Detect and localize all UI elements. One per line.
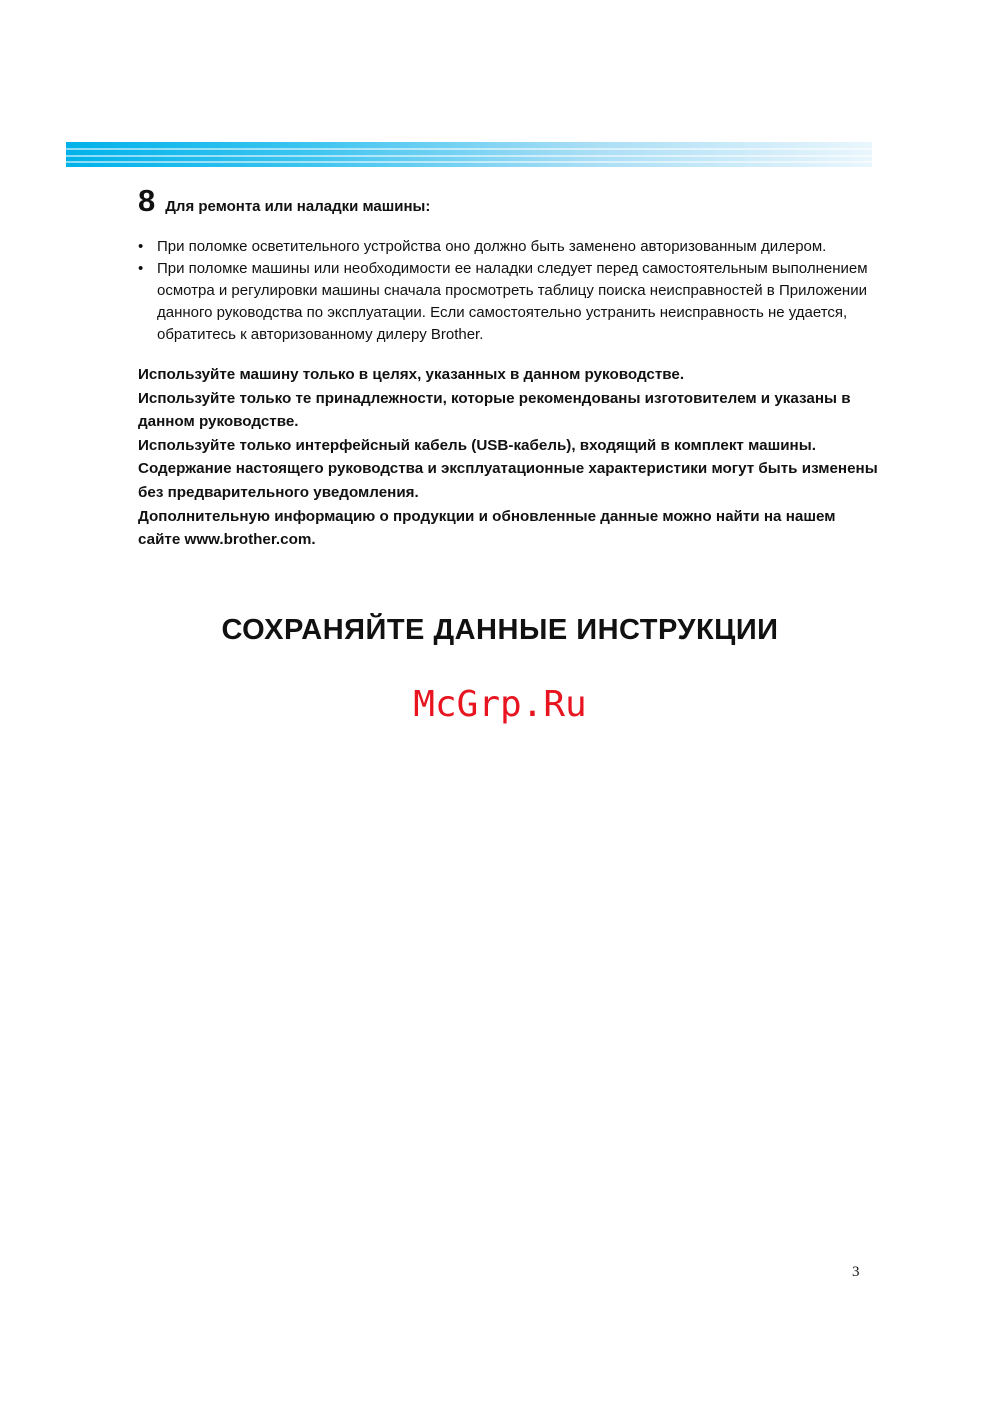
list-item xyxy=(138,258,878,346)
list-item xyxy=(138,236,878,258)
note-paragraph: Используйте только интерфейсный кабель (USB-кабель), входящий в комплект машины. xyxy=(138,436,816,454)
section-title: Для ремонта или наладки машины: xyxy=(165,198,431,215)
note-paragraph: Дополнительную информацию о продукции и обновленные данные можно найти на нашем сайте www.brother.com. xyxy=(138,507,836,549)
header-color-band xyxy=(66,142,872,167)
bullet-text: При поломке машины или необходимости ее наладки следует перед самостоятельным выполнением осмотра и регулировки машины сначала просмотреть таблицу поиска неисправностей в Приложении данного руководства по эксплуатации. Если самостоятельно устранить неисправность не удается, обратитесь к авторизованному дилеру Brother. xyxy=(157,260,868,343)
section-heading xyxy=(138,184,878,218)
usage-notes xyxy=(138,363,878,552)
save-instructions-heading: СОХРАНЯЙТЕ ДАННЫЕ ИНСТРУКЦИИ xyxy=(221,614,779,646)
note-paragraph: Используйте только те принадлежности, которые рекомендованы изготовителем и указаны в данном руководстве. xyxy=(138,389,851,431)
page-number: 3 xyxy=(852,1264,860,1280)
note-paragraph: Содержание настоящего руководства и эксплуатационные характеристики могут быть изменены без предварительного уведомления. xyxy=(138,460,878,501)
bullet-text: При поломке осветительного устройства оно должно быть заменено авторизованным дилером. xyxy=(157,238,827,255)
bullet-list xyxy=(138,236,878,346)
repair-section xyxy=(138,184,878,552)
watermark: McGrp.Ru xyxy=(413,684,587,725)
section-number: 8 xyxy=(138,183,156,218)
note-paragraph: Используйте машину только в целях, указанных в данном руководстве. xyxy=(138,366,685,383)
bullet-icon: • xyxy=(138,238,144,255)
bullet-icon: • xyxy=(138,260,144,277)
